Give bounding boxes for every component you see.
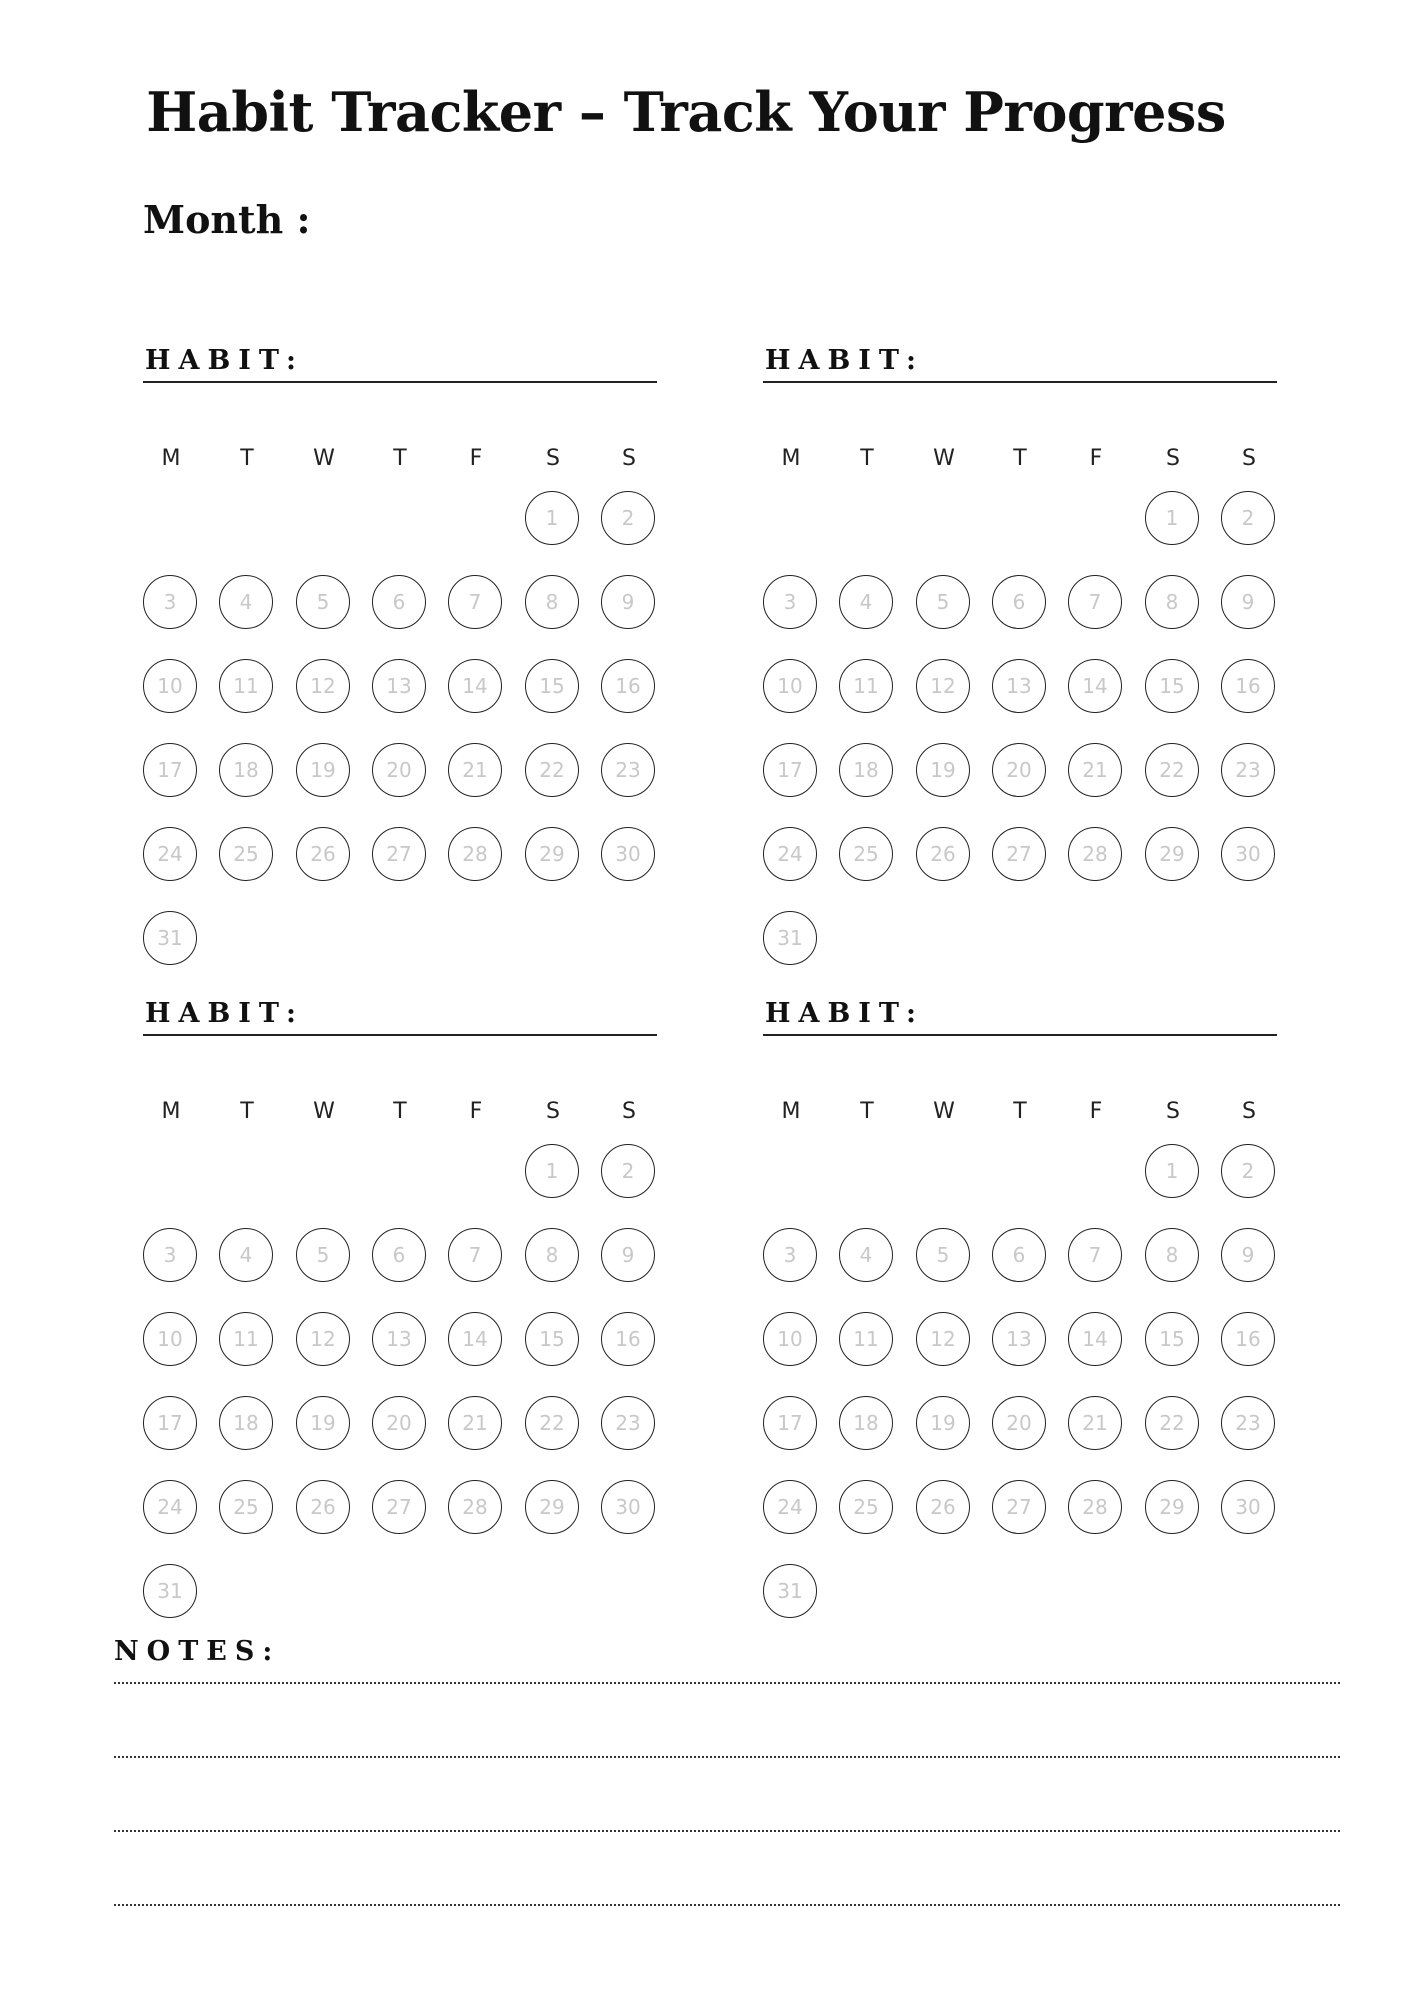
day-circle-31[interactable]: 31 xyxy=(763,911,817,965)
day-circle-15[interactable]: 15 xyxy=(1145,659,1199,713)
day-circle-28[interactable]: 28 xyxy=(448,827,502,881)
day-circle-7[interactable]: 7 xyxy=(1068,1228,1122,1282)
day-circle-24[interactable]: 24 xyxy=(143,1480,197,1534)
day-circle-20[interactable]: 20 xyxy=(992,743,1046,797)
day-circle-16[interactable]: 16 xyxy=(601,659,655,713)
weekday-header: M xyxy=(781,446,801,471)
day-circle-29[interactable]: 29 xyxy=(525,827,579,881)
day-circle-11[interactable]: 11 xyxy=(839,659,893,713)
day-circle-12[interactable]: 12 xyxy=(916,659,970,713)
day-circle-6[interactable]: 6 xyxy=(992,575,1046,629)
weekday-header: F xyxy=(1089,1099,1103,1124)
weekday-header: T xyxy=(393,1099,407,1124)
day-circle-11[interactable]: 11 xyxy=(839,1312,893,1366)
day-circle-28[interactable]: 28 xyxy=(1068,827,1122,881)
day-circle-15[interactable]: 15 xyxy=(525,659,579,713)
day-circle-17[interactable]: 17 xyxy=(763,1396,817,1450)
day-circle-30[interactable]: 30 xyxy=(1221,1480,1275,1534)
habit-name-line[interactable] xyxy=(763,381,1277,383)
notes-line[interactable] xyxy=(114,1830,1340,1832)
day-circle-19[interactable]: 19 xyxy=(296,743,350,797)
month-label: Month : xyxy=(143,197,311,242)
day-circle-25[interactable]: 25 xyxy=(219,827,273,881)
day-circle-1[interactable]: 1 xyxy=(1145,491,1199,545)
day-circle-7[interactable]: 7 xyxy=(1068,575,1122,629)
day-circle-3[interactable]: 3 xyxy=(763,575,817,629)
day-circle-4[interactable]: 4 xyxy=(839,575,893,629)
day-circle-26[interactable]: 26 xyxy=(296,827,350,881)
habit-tracker-3 xyxy=(143,994,657,1603)
habit-tracker-2 xyxy=(763,341,1277,950)
day-circle-8[interactable]: 8 xyxy=(525,575,579,629)
day-circle-4[interactable]: 4 xyxy=(219,575,273,629)
day-circle-2[interactable]: 2 xyxy=(601,1144,655,1198)
habit-label: HABIT: xyxy=(145,345,305,376)
habit-label: HABIT: xyxy=(145,998,305,1029)
day-circle-5[interactable]: 5 xyxy=(296,575,350,629)
day-circle-19[interactable]: 19 xyxy=(296,1396,350,1450)
day-circle-18[interactable]: 18 xyxy=(839,743,893,797)
notes-line[interactable] xyxy=(114,1756,1340,1758)
day-circle-15[interactable]: 15 xyxy=(525,1312,579,1366)
day-circle-20[interactable]: 20 xyxy=(992,1396,1046,1450)
habit-name-line[interactable] xyxy=(763,1034,1277,1036)
day-circle-8[interactable]: 8 xyxy=(525,1228,579,1282)
weekday-header: T xyxy=(1013,446,1027,471)
day-circle-24[interactable]: 24 xyxy=(143,827,197,881)
habit-name-line[interactable] xyxy=(143,1034,657,1036)
day-circle-8[interactable]: 8 xyxy=(1145,1228,1199,1282)
day-circle-20[interactable]: 20 xyxy=(372,1396,426,1450)
day-circle-4[interactable]: 4 xyxy=(219,1228,273,1282)
weekday-header: W xyxy=(313,446,335,471)
weekday-header: F xyxy=(469,1099,483,1124)
day-circle-28[interactable]: 28 xyxy=(448,1480,502,1534)
day-circle-14[interactable]: 14 xyxy=(1068,659,1122,713)
day-circle-11[interactable]: 11 xyxy=(219,659,273,713)
day-circle-7[interactable]: 7 xyxy=(448,1228,502,1282)
day-circle-4[interactable]: 4 xyxy=(839,1228,893,1282)
habit-tracker-4 xyxy=(763,994,1277,1603)
day-circle-15[interactable]: 15 xyxy=(1145,1312,1199,1366)
day-circle-30[interactable]: 30 xyxy=(601,1480,655,1534)
weekday-header: M xyxy=(781,1099,801,1124)
day-circle-19[interactable]: 19 xyxy=(916,1396,970,1450)
day-circle-10[interactable]: 10 xyxy=(143,659,197,713)
weekday-header: W xyxy=(933,1099,955,1124)
day-circle-22[interactable]: 22 xyxy=(1145,1396,1199,1450)
day-circle-13[interactable]: 13 xyxy=(372,1312,426,1366)
weekday-header: T xyxy=(240,446,254,471)
day-circle-5[interactable]: 5 xyxy=(916,575,970,629)
notes-line[interactable] xyxy=(114,1682,1340,1684)
day-circle-24[interactable]: 24 xyxy=(763,1480,817,1534)
day-circle-23[interactable]: 23 xyxy=(601,1396,655,1450)
day-circle-21[interactable]: 21 xyxy=(1068,743,1122,797)
day-circle-7[interactable]: 7 xyxy=(448,575,502,629)
day-circle-11[interactable]: 11 xyxy=(219,1312,273,1366)
day-circle-9[interactable]: 9 xyxy=(1221,575,1275,629)
day-circle-22[interactable]: 22 xyxy=(525,1396,579,1450)
day-circle-9[interactable]: 9 xyxy=(601,575,655,629)
day-circle-27[interactable]: 27 xyxy=(992,1480,1046,1534)
notes-label: NOTES: xyxy=(114,1636,281,1667)
day-circle-22[interactable]: 22 xyxy=(1145,743,1199,797)
day-circle-20[interactable]: 20 xyxy=(372,743,426,797)
day-circle-21[interactable]: 21 xyxy=(448,1396,502,1450)
weekday-header: T xyxy=(860,446,874,471)
day-circle-25[interactable]: 25 xyxy=(839,1480,893,1534)
weekday-header: T xyxy=(860,1099,874,1124)
day-circle-5[interactable]: 5 xyxy=(916,1228,970,1282)
day-circle-18[interactable]: 18 xyxy=(839,1396,893,1450)
day-circle-2[interactable]: 2 xyxy=(601,491,655,545)
day-circle-26[interactable]: 26 xyxy=(916,827,970,881)
day-circle-16[interactable]: 16 xyxy=(1221,1312,1275,1366)
day-circle-29[interactable]: 29 xyxy=(1145,827,1199,881)
day-circle-30[interactable]: 30 xyxy=(601,827,655,881)
day-circle-18[interactable]: 18 xyxy=(219,1396,273,1450)
weekday-header: T xyxy=(1013,1099,1027,1124)
habit-label: HABIT: xyxy=(765,998,925,1029)
day-circle-1[interactable]: 1 xyxy=(1145,1144,1199,1198)
day-circle-19[interactable]: 19 xyxy=(916,743,970,797)
day-circle-1[interactable]: 1 xyxy=(525,491,579,545)
habit-label: HABIT: xyxy=(765,345,925,376)
day-circle-6[interactable]: 6 xyxy=(372,1228,426,1282)
day-circle-18[interactable]: 18 xyxy=(219,743,273,797)
day-circle-13[interactable]: 13 xyxy=(992,1312,1046,1366)
day-circle-29[interactable]: 29 xyxy=(525,1480,579,1534)
day-circle-14[interactable]: 14 xyxy=(1068,1312,1122,1366)
weekday-header: M xyxy=(161,1099,181,1124)
habit-tracker-1 xyxy=(143,341,657,950)
day-circle-16[interactable]: 16 xyxy=(601,1312,655,1366)
day-circle-6[interactable]: 6 xyxy=(372,575,426,629)
day-circle-31[interactable]: 31 xyxy=(763,1564,817,1618)
day-circle-17[interactable]: 17 xyxy=(143,1396,197,1450)
day-circle-10[interactable]: 10 xyxy=(763,1312,817,1366)
day-circle-13[interactable]: 13 xyxy=(992,659,1046,713)
day-circle-28[interactable]: 28 xyxy=(1068,1480,1122,1534)
day-circle-23[interactable]: 23 xyxy=(601,743,655,797)
day-circle-31[interactable]: 31 xyxy=(143,1564,197,1618)
day-circle-12[interactable]: 12 xyxy=(296,659,350,713)
day-circle-2[interactable]: 2 xyxy=(1221,1144,1275,1198)
day-circle-30[interactable]: 30 xyxy=(1221,827,1275,881)
day-circle-10[interactable]: 10 xyxy=(763,659,817,713)
day-circle-12[interactable]: 12 xyxy=(916,1312,970,1366)
day-circle-14[interactable]: 14 xyxy=(448,1312,502,1366)
day-circle-31[interactable]: 31 xyxy=(143,911,197,965)
weekday-header: S xyxy=(622,1099,636,1124)
day-circle-13[interactable]: 13 xyxy=(372,659,426,713)
day-circle-23[interactable]: 23 xyxy=(1221,743,1275,797)
day-circle-5[interactable]: 5 xyxy=(296,1228,350,1282)
day-circle-2[interactable]: 2 xyxy=(1221,491,1275,545)
weekday-header: S xyxy=(1242,1099,1256,1124)
weekday-header: T xyxy=(240,1099,254,1124)
day-circle-25[interactable]: 25 xyxy=(219,1480,273,1534)
habit-name-line[interactable] xyxy=(143,381,657,383)
weekday-header: S xyxy=(1166,446,1180,471)
day-circle-3[interactable]: 3 xyxy=(763,1228,817,1282)
day-circle-8[interactable]: 8 xyxy=(1145,575,1199,629)
day-circle-27[interactable]: 27 xyxy=(372,1480,426,1534)
day-circle-27[interactable]: 27 xyxy=(372,827,426,881)
day-circle-21[interactable]: 21 xyxy=(1068,1396,1122,1450)
day-circle-26[interactable]: 26 xyxy=(916,1480,970,1534)
page-title: Habit Tracker – Track Your Progress xyxy=(146,80,1226,144)
day-circle-29[interactable]: 29 xyxy=(1145,1480,1199,1534)
weekday-header: F xyxy=(1089,446,1103,471)
day-circle-25[interactable]: 25 xyxy=(839,827,893,881)
weekday-header: T xyxy=(393,446,407,471)
weekday-header: M xyxy=(161,446,181,471)
day-circle-3[interactable]: 3 xyxy=(143,575,197,629)
weekday-header: F xyxy=(469,446,483,471)
weekday-header: S xyxy=(1242,446,1256,471)
day-circle-6[interactable]: 6 xyxy=(992,1228,1046,1282)
day-circle-16[interactable]: 16 xyxy=(1221,659,1275,713)
day-circle-24[interactable]: 24 xyxy=(763,827,817,881)
notes-line[interactable] xyxy=(114,1904,1340,1906)
day-circle-26[interactable]: 26 xyxy=(296,1480,350,1534)
weekday-header: W xyxy=(313,1099,335,1124)
day-circle-1[interactable]: 1 xyxy=(525,1144,579,1198)
day-circle-17[interactable]: 17 xyxy=(143,743,197,797)
day-circle-12[interactable]: 12 xyxy=(296,1312,350,1366)
day-circle-17[interactable]: 17 xyxy=(763,743,817,797)
weekday-header: W xyxy=(933,446,955,471)
weekday-header: S xyxy=(622,446,636,471)
day-circle-22[interactable]: 22 xyxy=(525,743,579,797)
weekday-header: S xyxy=(1166,1099,1180,1124)
weekday-header: S xyxy=(546,1099,560,1124)
day-circle-21[interactable]: 21 xyxy=(448,743,502,797)
day-circle-14[interactable]: 14 xyxy=(448,659,502,713)
day-circle-9[interactable]: 9 xyxy=(1221,1228,1275,1282)
day-circle-27[interactable]: 27 xyxy=(992,827,1046,881)
day-circle-3[interactable]: 3 xyxy=(143,1228,197,1282)
weekday-header: S xyxy=(546,446,560,471)
day-circle-9[interactable]: 9 xyxy=(601,1228,655,1282)
day-circle-10[interactable]: 10 xyxy=(143,1312,197,1366)
day-circle-23[interactable]: 23 xyxy=(1221,1396,1275,1450)
